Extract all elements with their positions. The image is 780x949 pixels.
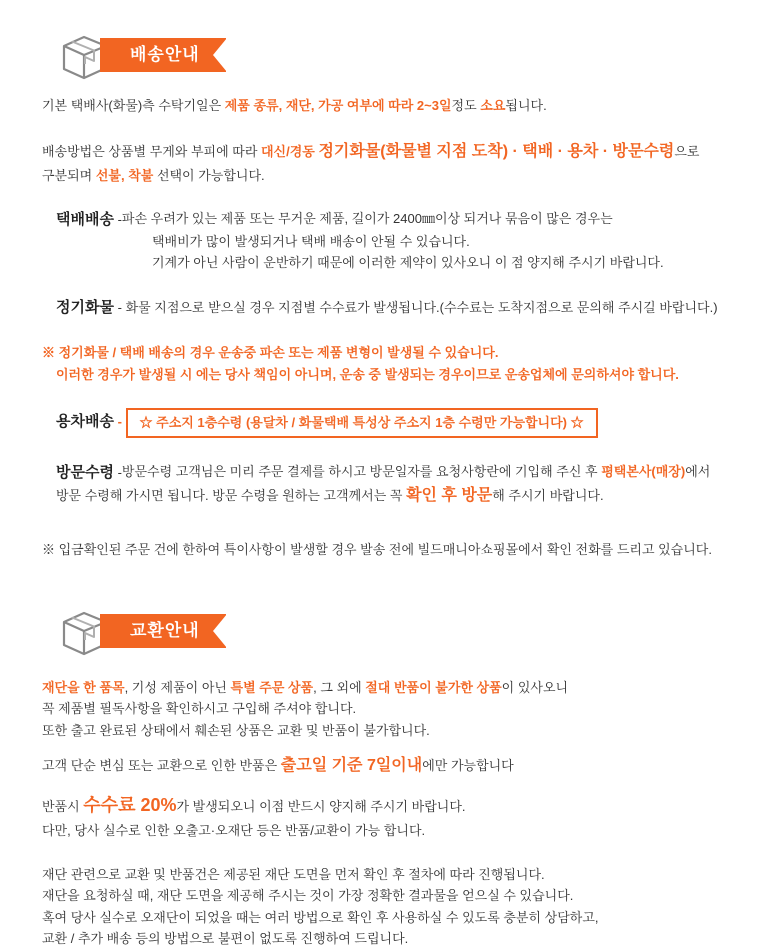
- shipping-warning: [42, 343, 738, 384]
- exchange-ribbon-label: 교환안내: [100, 614, 226, 648]
- shipping-warning-l2: 이러한 경우가 발생될 시 에는 당사 책임이 아니며, 운송 중 발생되는 경우이므로 운송업체에 문의하셔야 합니다.: [56, 366, 679, 382]
- shipping-parcel-label: 택배배송: [56, 211, 114, 228]
- shipping-footnote: ※ 입금확인된 주문 건에 한하여 특이사항이 발생할 경우 발송 전에 빌드매니아쇼핑몰에서 확인 전화를 드리고 있습니다.: [42, 542, 712, 557]
- exchange-b4-l2: 재단을 요청하실 때, 재단 도면을 제공해 주시는 것이 가장 정확한 결과물을 얻으실 수 있습니다.: [42, 888, 574, 903]
- shipping-truck-callout: ☆ 주소지 1층수령 (용달차 / 화물택배 특성상 주소지 1층 수령만 가능합니다) ☆: [126, 408, 598, 438]
- exchange-b1-l1c: 특별 주문 상품: [230, 679, 314, 695]
- exchange-b4-l1: 재단 관련으로 교환 및 반품건은 제공된 재단 도면을 먼저 확인 후 절차에 따라 진행됩니다.: [42, 866, 545, 882]
- exchange-b3-l1a: 반품시: [42, 799, 84, 814]
- exchange-b2-l1c: 에만 가능합니다: [422, 758, 514, 773]
- shipping-method: [42, 140, 738, 186]
- shipping-method-2b: 선불, 착불: [95, 167, 154, 183]
- shipping-intro-b: 제품 종류, 재단, 가공 여부에 따라: [224, 98, 417, 113]
- shipping-pickup-l2b: 확인 후 방문: [406, 487, 493, 504]
- shipping-parcel-dash: -: [113, 212, 122, 227]
- shipping-pickup-l2c: 해 주시기 바랍니다.: [492, 488, 604, 503]
- exchange-b1-l2: 꼭 제품별 필독사항을 확인하시고 구입해 주셔야 합니다.: [42, 701, 357, 716]
- shipping-ribbon-label: 배송안내: [100, 38, 226, 72]
- shipping-method-1a: 배송방법은 상품별 무게와 부피에 따라: [42, 143, 261, 159]
- shipping-pickup-l1b: 평택본사(매장): [601, 463, 686, 479]
- exchange-b1-l1d: , 그 외에: [313, 679, 366, 695]
- shipping-intro: [42, 96, 738, 116]
- shipping-method-2a: 구분되며: [42, 167, 96, 183]
- shipping-method-1b: 대신/경동: [261, 143, 319, 159]
- shipping-intro-c: 2~3일: [416, 98, 452, 113]
- exchange-block-2: [42, 754, 738, 778]
- shipping-truck-label: 용차배송: [56, 413, 114, 431]
- shipping-truck-dash: -: [113, 414, 126, 430]
- exchange-b1-l3: 또한 출고 완료된 상태에서 훼손된 상품은 교환 및 반품이 불가합니다.: [42, 722, 430, 738]
- shipping-warning-l1: ※ 정기화물 / 택배 배송의 경우 운송중 파손 또는 제품 변형이 발생될 수 있습니다.: [42, 345, 499, 360]
- shipping-method-2c: 선택이 가능합니다.: [153, 167, 265, 183]
- shipping-method-1c: 정기화물(화물별 지점 도착) · 택배 · 용차 · 방문수령: [318, 142, 675, 160]
- exchange-block-1: [42, 678, 738, 741]
- shipping-freight-label: 정기화물: [56, 298, 114, 316]
- shipping-pickup-l2a: 방문 수령해 가시면 됩니다. 방문 수령을 원하는 고객께서는 꼭: [56, 488, 407, 503]
- shipping-intro-e: 소요: [480, 98, 506, 113]
- exchange-b3-l2: 다만, 당사 실수로 인한 오출고·오재단 등은 반품/교환이 가능 합니다.: [42, 823, 426, 838]
- shipping-section-header: [42, 28, 738, 86]
- shipping-parcel-l2: 택배비가 많이 발생되거나 택배 배송이 안될 수 있습니다.: [152, 233, 470, 249]
- exchange-b3-l1b: 수수료 20%: [83, 795, 177, 815]
- shipping-freight-dash: -: [113, 299, 126, 315]
- shipping-parcel: [42, 209, 738, 273]
- exchange-b4-l4: 교환 / 추가 배송 등의 방법으로 불편이 없도록 진행하여 드립니다.: [42, 931, 409, 946]
- exchange-section-header: [42, 604, 738, 662]
- shipping-intro-a: 기본 택배사(화물)측 수탁기일은: [42, 98, 225, 113]
- shipping-intro-d: 정도: [451, 98, 481, 113]
- exchange-b1-l1f: 이 있사오니: [501, 679, 569, 695]
- exchange-block-3: [42, 792, 738, 841]
- shipping-pickup-l1a: 방문수령 고객님은 미리 주문 결제를 하시고 방문일자를 요청사항란에 기입해 주신 후: [121, 463, 602, 479]
- exchange-block-4: [42, 865, 738, 949]
- exchange-b4-l3: 혹여 당사 실수로 오재단이 되었을 때는 여러 방법으로 확인 후 사용하실 수 있도록 충분히 상담하고,: [42, 909, 599, 925]
- exchange-b2-l1a: 고객 단순 변심 또는 교환으로 인한 반품은: [42, 758, 281, 773]
- shipping-pickup-l1c: 에서: [685, 463, 711, 479]
- shipping-intro-f: 됩니다.: [505, 98, 547, 113]
- exchange-b1-l1e: 절대 반품이 불가한 상품: [365, 679, 502, 695]
- shipping-pickup: [42, 462, 738, 509]
- shipping-pickup-dash: -: [113, 464, 122, 480]
- shipping-freight: [42, 297, 738, 320]
- exchange-b1-l1a: 재단을 한 품목: [42, 679, 125, 695]
- shipping-parcel-l1: 파손 우려가 있는 제품 또는 무거운 제품, 길이가 2400㎜이상 되거나 묶음이 많은 경우는: [121, 211, 613, 226]
- shipping-method-1d: 으로: [674, 143, 700, 159]
- exchange-b1-l1b: , 기성 제품이 아닌: [124, 679, 231, 695]
- shipping-pickup-label: 방문수령: [56, 463, 114, 481]
- exchange-b2-l1b: 출고일 기준 7일이내: [280, 757, 423, 774]
- exchange-b3-l1c: 가 발생되오니 이점 반드시 양지해 주시기 바랍니다.: [176, 799, 466, 814]
- shipping-truck: [42, 408, 738, 438]
- shipping-freight-l1: 화물 지점으로 받으실 경우 지점별 수수료가 발생됩니다.(수수료는 도착지점으로 문의해 주시길 바랍니다.): [125, 299, 718, 315]
- shipping-parcel-l3: 기계가 아닌 사람이 운반하기 때문에 이러한 제약이 있사오니 이 점 양지해 주시기 바랍니다.: [152, 255, 664, 270]
